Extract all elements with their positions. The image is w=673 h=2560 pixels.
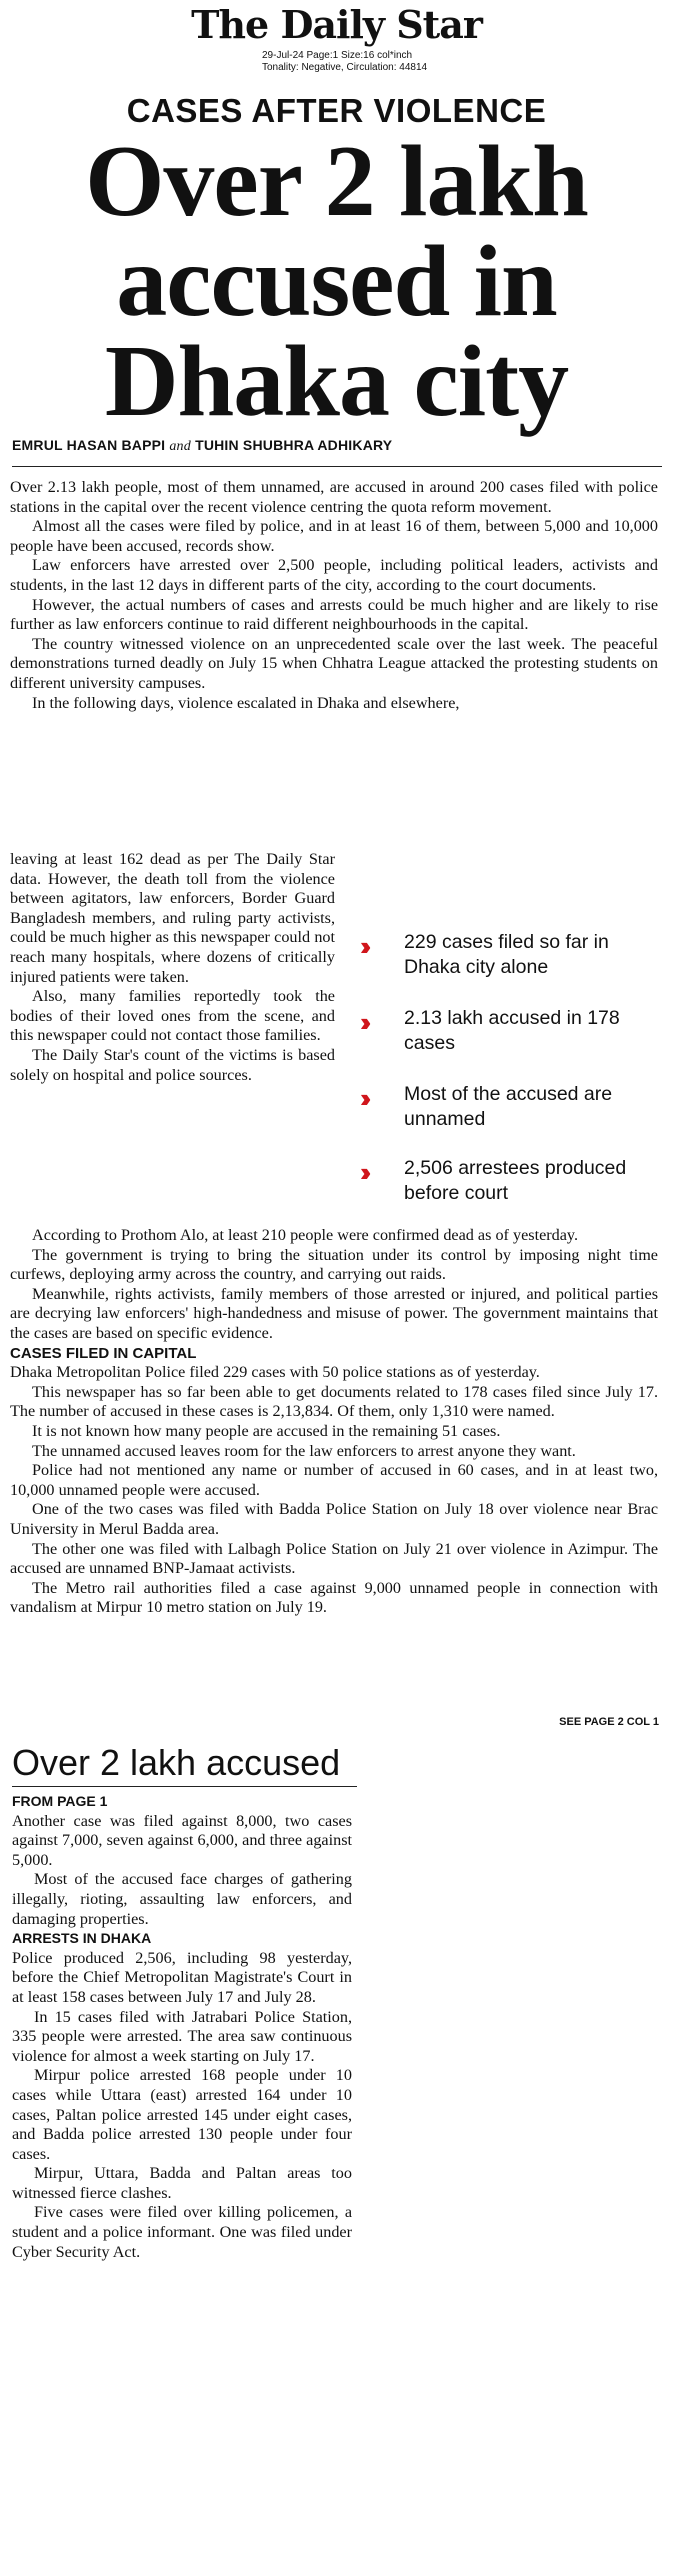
newspaper-title: The Daily Star (191, 2, 482, 47)
paragraph: However, the actual numbers of cases and arrests could be much higher and are likely to rise further as law enforcers continue to raid different neighbourhoods in the capital. (10, 595, 658, 634)
paragraph: The government is trying to bring the situation under its control by imposing night time curfews, deploying army across the country, and carrying out raids. (10, 1245, 658, 1284)
masthead (0, 0, 673, 47)
headline-line: accused in (116, 225, 557, 338)
jump-body (12, 1792, 352, 2262)
see-page-reference: SEE PAGE 2 COL 1 (559, 1716, 659, 1728)
paragraph: Police had not mentioned any name or number of accused in 60 cases, and in at least two, 10,000 unnamed people were accused. (10, 1461, 658, 1499)
paragraph: Law enforcers have arrested over 2,500 people, including political leaders, activists and students, in the last 12 days in different parts of the city, according to the court documents. (10, 556, 658, 594)
kicker: CASES AFTER VIOLENCE (126, 92, 547, 129)
subheading: ARRESTS IN DHAKA (12, 1930, 152, 1947)
paragraph: Five cases were filed over killing policemen, a student and a police informant. One was filed under Cyber Security Act. (12, 2203, 352, 2261)
article-body-bottom (10, 1226, 658, 1618)
byline-and: and (169, 439, 191, 454)
subheading: CASES FILED IN CAPITAL (10, 1344, 197, 1362)
double-chevron-icon: ›› (360, 1157, 366, 1187)
paragraph: Dhaka Metropolitan Police filed 229 cases with 50 police stations as of yesterday. (10, 1363, 540, 1382)
highlight-text: 229 cases filed so far in Dhaka city alone (404, 931, 609, 978)
paragraph: Police produced 2,506, including 98 yesterday, before the Chief Metropolitan Magistrate's Court in at least 158 cases between July 17 and July 28. (12, 1948, 352, 2006)
headline-line: Over 2 lakh (85, 125, 588, 238)
paragraph: The unnamed accused leaves room for the law enforcers to arrest anyone they want. (32, 1441, 576, 1460)
paragraph: The other one was filed with Lalbagh Police Station on July 21 over violence in Azimpur. The accused are unnamed BNP-Jamaat activists. (10, 1539, 658, 1578)
double-chevron-icon: ›› (360, 1007, 366, 1037)
paragraph: One of the two cases was filed with Badda Police Station on July 18 over violence near Brac University in Merul Badda area. (10, 1500, 658, 1538)
paragraph: Most of the accused face charges of gathering illegally, rioting, assaulting law enforcers, and damaging properties. (12, 1870, 352, 1928)
paragraph: leaving at least 162 dead as per The Daily Star data. However, the death toll from the violence between agitators, law enforcers, Border Guard Bangladesh members, and ruling party activists, could be much higher as this newspaper could not reach many hospitals, where dozens of critically injured patients were taken. (10, 850, 335, 986)
author: TUHIN SHUBHRA ADHIKARY (195, 437, 393, 453)
headline (0, 125, 673, 438)
highlight-text: 2,506 arrestees produced before court (404, 1157, 627, 1204)
paragraph: Meanwhile, rights activists, family members of those arrested or injured, and political parties are decrying law enforcers' high-handedness and misuse of power. The government maintains that the cases are based on specific evidence. (10, 1284, 658, 1342)
paragraph: This newspaper has so far been able to get documents related to 178 cases filed since July 17. The number of accused in these cases is 2,13,834. Of them, only 1,310 were named. (10, 1382, 658, 1421)
paragraph: According to Prothom Alo, at least 210 people were confirmed dead as of yesterday. (32, 1226, 579, 1244)
headline-line: Dhaka city (104, 325, 569, 438)
clipping-meta-circulation: Tonality: Negative, Circulation: 44814 (262, 62, 428, 73)
paragraph: The Daily Star's count of the victims is based solely on hospital and police sources. (10, 1045, 335, 1084)
paragraph: The Metro rail authorities filed a case against 9,000 unnamed people in connection with vandalism at Mirpur 10 metro station on July 19. (10, 1578, 658, 1617)
paragraph: In 15 cases filed with Jatrabari Police Station, 335 people were arrested. The area saw continuous violence for almost a week starting on July 17. (12, 2007, 352, 2065)
paragraph: In the following days, violence escalated in Dhaka and elsewhere, (32, 693, 460, 712)
divider (12, 1786, 357, 1787)
author: EMRUL HASAN BAPPI (12, 437, 166, 453)
divider (12, 466, 662, 467)
paragraph: It is not known how many people are accused in the remaining 51 cases. (32, 1421, 501, 1440)
paragraph: Mirpur police arrested 168 people under 10 cases while Uttara (east) arrested 164 under 10 cases, Paltan police arrested 145 under eight cases, and Badda police arrested 130 people under four cases. (12, 2066, 352, 2163)
paragraph: Another case was filed against 8,000, two cases against 7,000, seven against 6,000, and three against 5,000. (12, 1811, 352, 1869)
paragraph: The country witnessed violence on an unprecedented scale over the last week. The peaceful demonstrations turned deadly on July 15 when Chhatra League attacked the protesting students on different university campuses. (10, 634, 658, 692)
highlight-text: Most of the accused are unnamed (404, 1083, 613, 1130)
paragraph: Also, many families reportedly took the bodies of their loved ones from the scene, and this newspaper could not contact those families. (10, 987, 335, 1045)
paragraph: Mirpur, Uttara, Badda and Paltan areas too witnessed fierce clashes. (12, 2164, 352, 2202)
paragraph: Almost all the cases were filed by police, and in at least 16 of them, between 5,000 and 10,000 people have been accused, records show. (10, 517, 658, 555)
subheading: FROM PAGE 1 (12, 1793, 108, 1809)
double-chevron-icon: ›› (360, 1083, 366, 1113)
highlight-text: 2.13 lakh accused in 178 cases (404, 1007, 620, 1054)
jump-headline: Over 2 lakh accused (12, 1742, 341, 1783)
paragraph: Over 2.13 lakh people, most of them unnamed, are accused in around 200 cases filed with police stations in the capital over the recent violence centring the quota reform movement. (10, 478, 658, 516)
article-body-top (10, 478, 658, 713)
double-chevron-icon: ›› (360, 931, 366, 961)
clipping-meta-date: 29-Jul-24 Page:1 Size:16 col*inch (262, 50, 413, 61)
byline (12, 437, 392, 455)
article-body-narrow (10, 850, 335, 1085)
